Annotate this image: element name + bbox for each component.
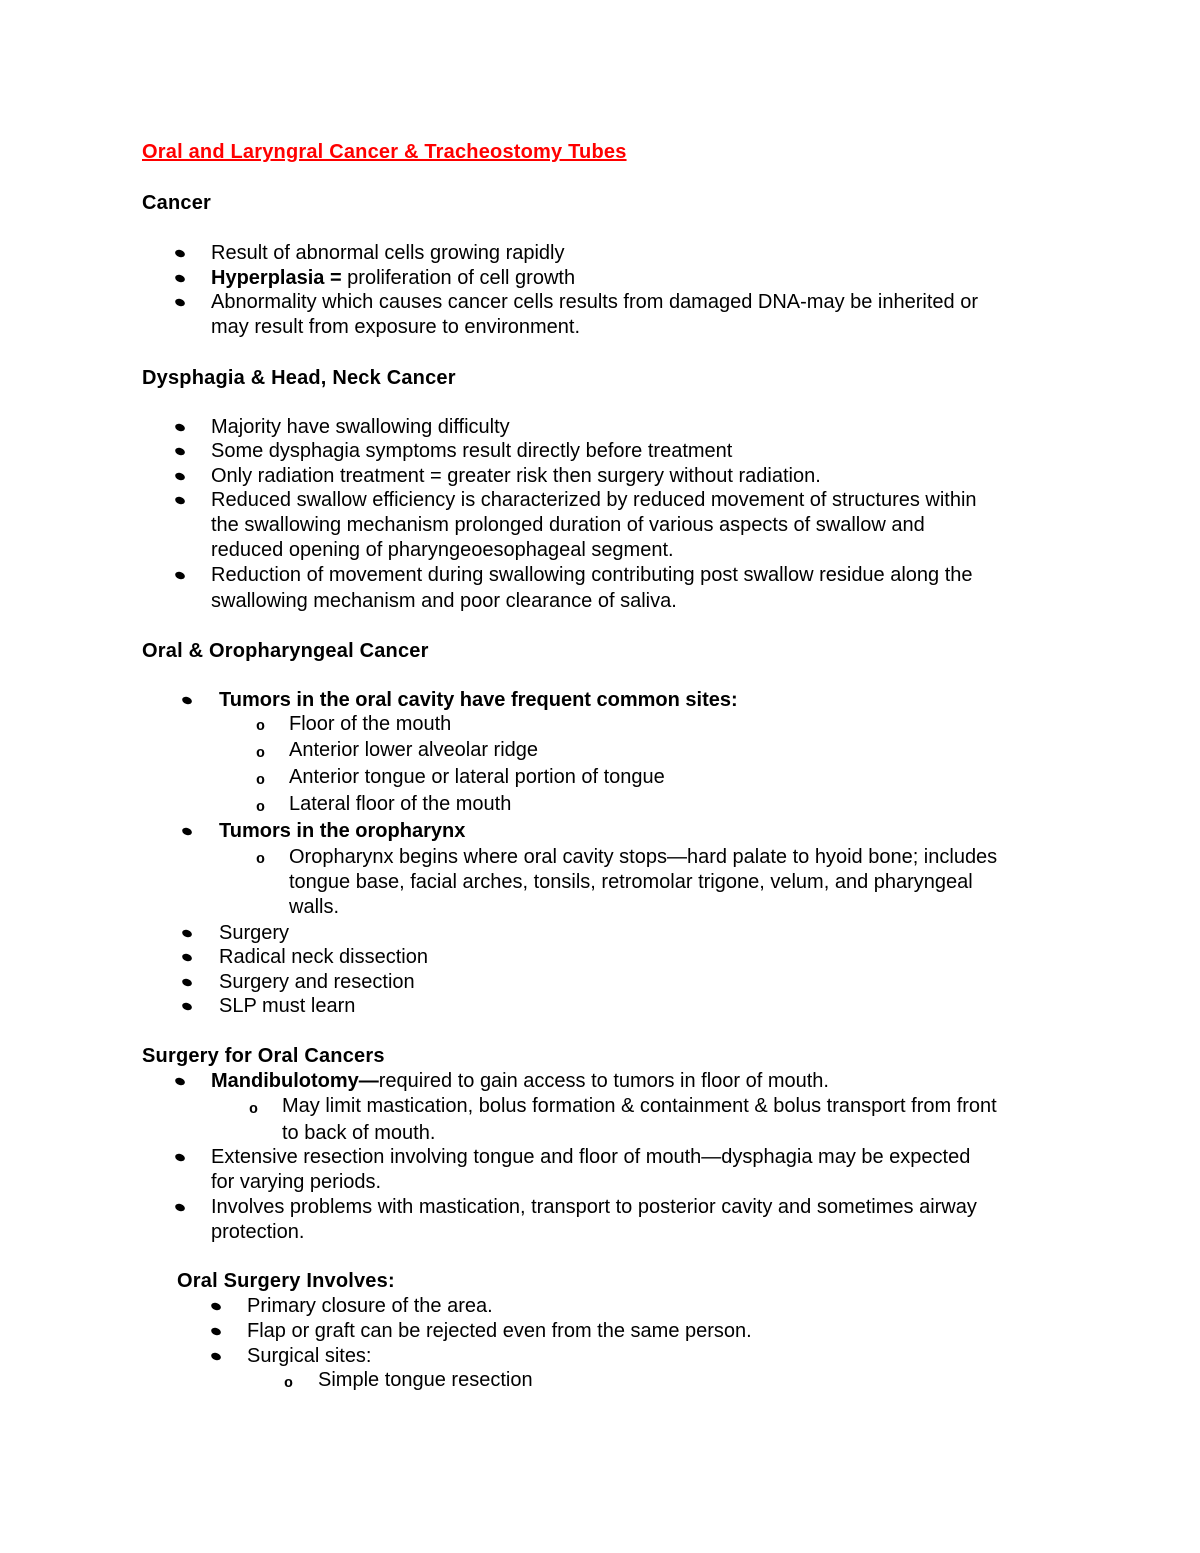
bullet-dot [181,978,193,988]
sub-list-item-line: May limit mastication, bolus formation & containment & bolus transport from front [282,1095,997,1117]
term-bold: Hyperplasia = [211,267,342,289]
list-item-line: for varying periods. [211,1171,382,1193]
sub-list-item-line: tongue base, facial arches, tonsils, retromolar trigone, velum, and pharyngeal [289,871,973,893]
list-item-line: Extensive resection involving tongue and floor of mouth—dysphagia may be expected [211,1146,971,1168]
section-heading-dysphagia: Dysphagia & Head, Neck Cancer [142,367,456,389]
list-item-line: swallowing mechanism and poor clearance of saliva. [211,590,677,612]
sub-list-item: Anterior tongue or lateral portion of tongue [289,766,665,788]
sub-bullet-glyph: o [284,1375,294,1392]
list-item: Flap or graft can be rejected even from the same person. [247,1320,752,1342]
bullet-dot [174,447,186,457]
section-heading-surgery-oral-cancers: Surgery for Oral Cancers [142,1045,385,1067]
sub-bullet-glyph: o [256,772,266,789]
list-item-line: may result from exposure to environment. [211,316,581,338]
bullet-dot [174,423,186,433]
list-item: Only radiation treatment = greater risk then surgery without radiation. [211,465,821,487]
sub-bullet-glyph: o [256,851,266,868]
sub-list-item-line: Oropharynx begins where oral cavity stops—hard palate to hyoid bone; includes [289,846,998,868]
list-item-line: Involves problems with mastication, transport to posterior cavity and sometimes airway [211,1196,977,1218]
list-item [211,266,575,291]
term-definition: required to gain access to tumors in floor of mouth. [378,1070,829,1092]
list-item: Surgery [219,922,290,944]
list-item: Radical neck dissection [219,946,428,968]
sub-list-item: Lateral floor of the mouth [289,793,512,815]
list-item: Tumors in the oropharynx [219,820,466,842]
bullet-dot [174,249,186,259]
sub-list-item-line: walls. [289,896,340,918]
list-item-line: the swallowing mechanism prolonged duration of various aspects of swallow and [211,514,925,536]
list-item-line: protection. [211,1221,305,1243]
bullet-dot [174,274,186,284]
list-item: Surgery and resection [219,971,415,993]
bullet-dot [181,929,193,939]
list-item: Result of abnormal cells growing rapidly [211,242,565,264]
list-item: Surgical sites: [247,1345,372,1367]
bullet-dot [174,1077,186,1087]
bullet-dot [210,1352,222,1362]
section-heading-oral-oropharyngeal: Oral & Oropharyngeal Cancer [142,640,429,662]
list-item-line: Reduced swallow efficiency is characterized by reduced movement of structures within [211,489,977,511]
bullet-dot [181,953,193,963]
bullet-dot [181,827,193,837]
list-item: SLP must learn [219,995,356,1017]
bullet-dot [210,1327,222,1337]
document-title: Oral and Laryngral Cancer & Tracheostomy Tubes [142,141,627,163]
bullet-dot [174,571,186,581]
section-heading-oral-surgery-involves: Oral Surgery Involves: [177,1270,395,1292]
list-item: Some dysphagia symptoms result directly before treatment [211,440,733,462]
list-item-line: Abnormality which causes cancer cells results from damaged DNA-may be inherited or [211,291,978,313]
bullet-dot [174,472,186,482]
list-item: Majority have swallowing difficulty [211,416,510,438]
sub-list-item: Floor of the mouth [289,713,452,735]
sub-bullet-glyph: o [249,1101,259,1118]
sub-bullet-glyph: o [256,718,266,735]
list-item: Tumors in the oral cavity have frequent common sites: [219,689,738,711]
sub-bullet-glyph: o [256,745,266,762]
term-bold: Mandibulotomy— [211,1070,379,1092]
term-definition: proliferation of cell growth [341,267,576,289]
list-item-line: Reduction of movement during swallowing contributing post swallow residue along the [211,564,973,586]
sub-list-item: Simple tongue resection [318,1369,533,1391]
sub-bullet-glyph: o [256,799,266,816]
list-item-line: reduced opening of pharyngeoesophageal segment. [211,539,674,561]
bullet-dot [210,1302,222,1312]
bullet-dot [174,298,186,308]
list-item [211,1069,829,1094]
sub-list-item-line: to back of mouth. [282,1122,436,1144]
bullet-dot [181,696,193,706]
bullet-dot [174,1203,186,1213]
sub-list-item: Anterior lower alveolar ridge [289,739,539,761]
bullet-dot [181,1002,193,1012]
list-item: Primary closure of the area. [247,1295,493,1317]
bullet-dot [174,496,186,506]
section-heading-cancer: Cancer [142,192,212,214]
bullet-dot [174,1153,186,1163]
